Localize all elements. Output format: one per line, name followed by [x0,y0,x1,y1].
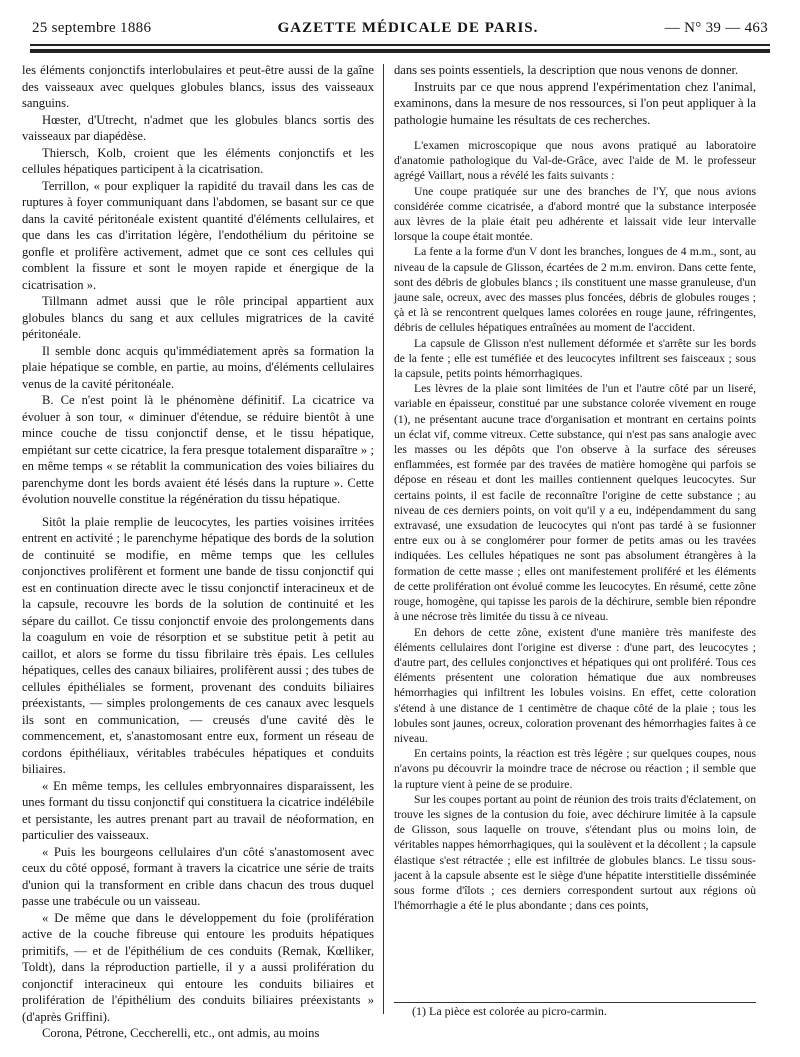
paragraph: En certains points, la réaction est très légère ; sur quelques coupes, nous n'avons pu découvrir la moindre trace de nécrose ou réaction ; il semble que la rupture vient à peine de se produire. [394,747,756,791]
paragraph: Les lèvres de la plaie sont limitées de l'un et l'autre côté par un liseré, variable en épaisseur, constitué par une substance colorée vivement en rouge (1), ne présentant aucune trace d'organisation et montrant en certains points un éclat vif, comme vitreux. Cette substance, qui n'est pas sans analogie avec les masses ou les dépôts que l'on observe à la surface des séreuses enflammées, est formée par des travées de matière homogène qui parfois se dépose en réseau et dont les mailles contiennent quelques leucocytes. Sur certains points, il est facile de reconnaître l'origine de cette substance ; au niveau de ces derniers points, on voit qu'il y a eu, indépendamment du sang extravasé, une exsudation de leucocytes qui n'ont pas tardé à se fusionner entre eux ou à se conglomérer pour former de petits amas ou les travées indiquées. Les cellules hépatiques ne sont pas absolument étrangères à la formation de cette masse ; elles ont manifestement proliféré et les éléments de cette prolifération ont évolué comme les leucocytes. En résumé, cette zône rouge, homogène, qui tapisse les parois de la déchirure, semble bien répondre à une nécrose très limitée du tissu à ce niveau. [394,382,756,624]
paragraph: Tillmann admet aussi que le rôle principal appartient aux globules blancs du sang et aux cellules migratrices de la cavité péritonéale. [22,294,374,341]
paragraph: B. Ce n'est point là le phénomène définitif. La cicatrice va évoluer à son tour, « diminuer d'étendue, se réduire bientôt à une mince couche de tissu conjonctif dense, et le tissu hépatique, empiétant sur cette cicatrice, la fera presque totalement disparaître » ; en même temps « se rétablit la communication des voies biliaires du parenchyme dont les bords avaient été lésés dans la rupture ». Cette évolution nouvelle constitue la régénération du tissu hépatique. [22,393,374,506]
paragraph: Une coupe pratiquée sur une des branches de l'Y, que nous avions considérée comme cicatrisée, a d'abord montré que la substance interposée aux lèvres de la plaie était peu adhérente et laissait vide leur intervalle lorsque la coupe était montée. [394,184,756,244]
paragraph: dans ses points essentiels, la description que nous venons de donner. [394,63,739,77]
paragraph: Il semble donc acquis qu'immédiatement après sa formation la plaie hépatique se comble, en partie, au moins, d'éléments cellulaires venus de la cavité péritonéale. [22,343,374,391]
paragraph: Thiersch, Kolb, croient que les éléments conjonctifs et les cellules hépatiques participent à la cicatrisation. [22,145,374,176]
paragraph: En dehors de cette zône, existent d'une manière très manifeste des éléments cellulaires dont l'origine est diverse : d'une part, des leucocytes ; d'autre part, des cellules conjonctives et hépatiques qui ont proliféré. Tous ces éléments présentent une coloration hématique due aux nombreuses hémorrhagies qui infiltrent les lobules voisins. En effet, cette coloration s'étend à une distance de 1 centimètre de chaque côté de la plaie ; tous les lobules sont jaunes, ocreux, coloration provenant des hémorrhagies faites à ce niveau. [394,625,756,745]
header-rule-thin [30,44,770,46]
examination-report [394,138,756,913]
paragraph: L'examen microscopique que nous avons pratiqué au laboratoire d'anatomie pathologique du Val-de-Grâce, avec l'aide de M. le professeur agrégé Vaillart, nous a révélé les faits suivants : [394,139,756,183]
paragraph: La fente a la forme d'un V dont les branches, longues de 4 m.m., sont, au niveau de la capsule de Glisson, écartées de 2 m.m. environ. Dans cette fente, sont des débris de globules blancs ; ils constituent une masse granuleuse, d'un jaune sale, ocreux, avec des masses plus foncées, débris de globules rouges ; çà et là se rencontrent quelques lames colorées en rouge jaune, réfringentes, débris de cellules hépatiques entraînées au moment de l'accident. [394,245,756,335]
left-column [22,62,374,1042]
column-divider [383,64,384,1014]
paragraph: « En même temps, les cellules embryonnaires disparaissent, les unes formant du tissu conjonctif qui constituera la cicatrice indélébile et persistante, les autres prenant part au travail de néoformation, en particulier des vaisseaux. [22,778,374,842]
paragraph: Sur les coupes portant au point de réunion des trois traits d'éclatement, on trouve les signes de la contusion du foie, avec déchirure limitée à la capsule de Glisson, sous laquelle on trouve, s'étendant plus ou moins loin, de véritables nappes hémorrhagiques, qui la soulèvent et la décollent ; la capsule élastique s'est rétractée ; elle est infiltrée de globules blancs. Le tissu sous-jacent à la capsule absente est le siège d'une hépatite interstitielle disséminée sous forme d'îlots ; ces derniers correspondent surtout aux régions où l'hémorrhagie a été le plus abondante ; dans ces points, [394,792,756,913]
footnote: (1) La pièce est colorée au picro-carmin. [412,1004,607,1018]
right-column [394,62,756,913]
paragraph: Sitôt la plaie remplie de leucocytes, les parties voisines irritées entrent en activité ; le parenchyme hépatique des bords de la solution de continuité se modifie, en même temps que les cellules conjonctives prolifèrent et forment une bande de tissu conjonctif qui est en continuation directe avec le tissu conjonctif interacineux et de la capsule, recouvre les bords de la solution de continuité et les sépare du caillot. Ce tissu conjonctif envoie des prolongements dans la coagulum en voie de résorption et se substitue petit à petit au caillot, et alors se forme du tissu fibrilaire très épais. Les cellules hépatiques, celles des canaux biliaires, prolifèrent aussi ; des tubes de cellules épithéliales se forment, provenant des conduits biliaires préexistants, — simples prolongements de ces canaux avec lesquels ils sont en communication, — creusés d'une cavité dès le commencement, et, s'anastomosant entre eux, forment un réseau de cordons épithéliaux, véritables trabécules hépatiques et conduits biliaires. [22,514,374,776]
paragraph: La capsule de Glisson n'est nullement déformée et s'arrête sur les bords de la fente ; elle est tuméfiée et des leucocytes infiltrent ses faisceaux ; sous la capsule, petits points hémorrhagiques. [394,336,756,381]
paragraph: Corona, Pétrone, Ceccherelli, etc., ont admis, au moins [42,1026,320,1040]
paragraph: « De même que dans le développement du foie (prolifération active de la couche fibreuse qui entoure les produits hépatiques primitifs, — et de l'épithélium de ces conduits (Remak, Kœlliker, Toldt), dans la réproduction partielle, il y a aussi prolifération du conjonctif interacineux qui entoure les conduits biliaires et prolifération de l'épithélium des conduits biliaires préexistants » (d'après Griffini). [22,910,374,1024]
journal-title: GAZETTE MÉDICALE DE PARIS. [277,20,539,36]
header-date: 25 septembre 1886 [32,20,152,36]
paragraph: Instruits par ce que nous apprend l'expérimentation chez l'animal, examinons, dans la mesure de nos ressources, si l'on peut appliquer à la pathologie humaine les résultats de ces recherches. [394,79,756,127]
page-header [32,20,768,37]
paragraph: les éléments conjonctifs interlobulaires et peut-être aussi de la gaîne des vaisseaux avec quelques globules blancs, issus des vaisseaux sanguins. [22,63,374,110]
paragraph: « Puis les bourgeons cellulaires d'un côté s'anastomosent avec ceux du côté opposé, formant à travers la cicatrice une série de traits d'union qui la transforment en crible dans chacun des trous duquel passe une trabécule ou un vaisseau. [22,844,374,908]
paragraph: Terrillon, « pour expliquer la rapidité du travail dans les cas de ruptures à foyer communiquant dans l'abdomen, se basant sur ce que dans la cavité péritonéale existent quantité d'éléments cellulaires, et que dans les cas d'irritation légère, l'endothélium du péritoine se gonfle et prolifère activement, admet que ce sont ces cellules qui comblent la fissure et sont le moyen rapide et énergique de la cicatrisation ». [22,178,374,292]
paragraph: Hœster, d'Utrecht, n'admet que les globules blancs sortis des vaisseaux par diapédèse. [22,112,374,143]
issue-page-number: — N° 39 — 463 [664,20,768,36]
header-rule-thick [30,49,770,53]
